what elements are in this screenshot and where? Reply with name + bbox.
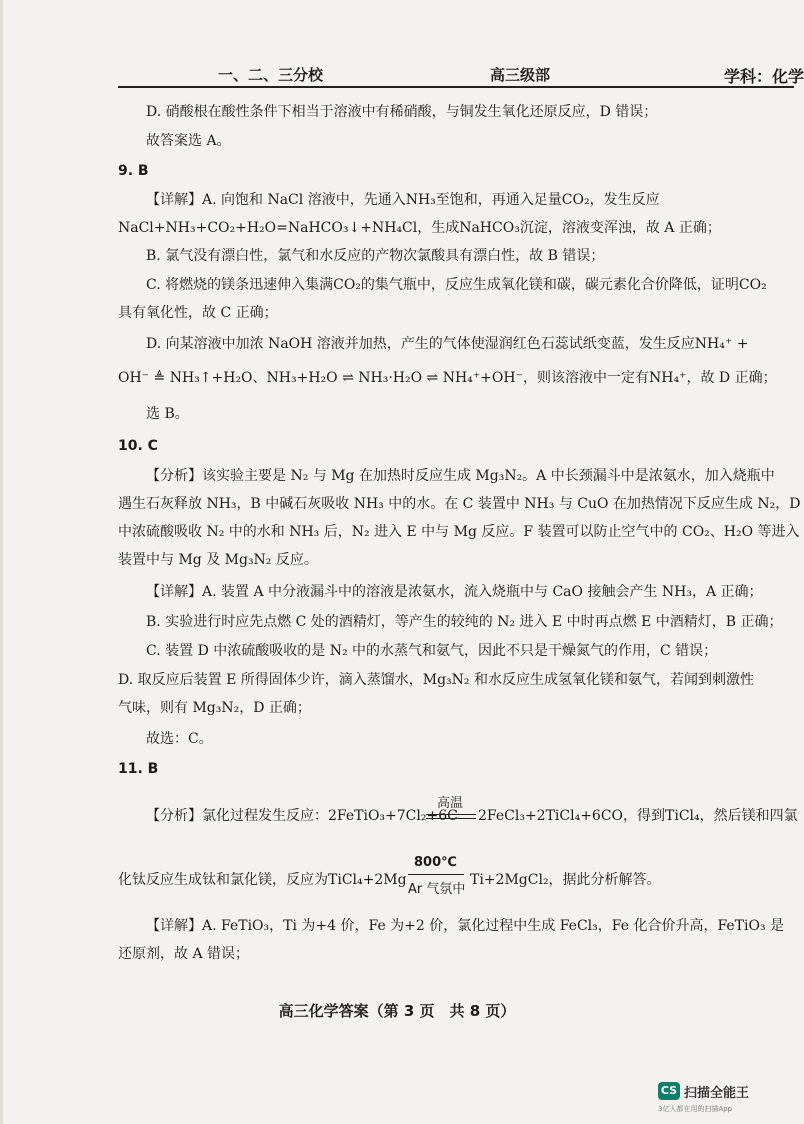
reaction-arrow bbox=[426, 814, 476, 815]
text-line: B. 氯气没有漂白性，氯气和水反应的产物次氯酸具有漂白性，故 B 错误； bbox=[146, 248, 605, 264]
text-line: 【详解】A. 向饱和 NaCl 溶液中，先通入NH₃至饱和，再通入足量CO₂，发生反应 bbox=[146, 192, 660, 208]
text-line: C. 将燃烧的镁条迅速伸入集满CO₂的集气瓶中，反应生成氧化镁和碳，碳元素化合价降低，证明CO₂ bbox=[146, 277, 767, 293]
text-line: 中浓硫酸吸收 N₂ 中的水和 NH₃ 后，N₂ 进入 E 中与 Mg 反应。F 装置可以防止空气中的 CO₂、H₂O 等进入 bbox=[118, 524, 800, 540]
text-line: OH⁻ ≜ NH₃↑+H₂O、NH₃+H₂O ⇌ NH₃·H₂O ⇌ NH₄⁺+OH⁻，则该溶液中一定有NH₄⁺，故 D 正确； bbox=[118, 370, 777, 386]
text-line: 【详解】A. 装置 A 中分液漏斗中的溶液是浓氨水，流入烧瓶中与 CaO 接触会产生 NH₃，A 正确； bbox=[146, 584, 763, 600]
scan-edge bbox=[0, 0, 3, 1124]
text-line: 【分析】氯化过程发生反应：2FeTiO₃+7Cl₂+6C bbox=[146, 808, 458, 824]
text-line: 装置中与 Mg 及 Mg₃N₂ 反应。 bbox=[118, 552, 318, 568]
watermark-subtitle: 3亿人都在用的扫描App bbox=[658, 1105, 733, 1113]
header-left: 一、二、三分校 bbox=[218, 66, 324, 84]
text-line: 2FeCl₃+2TiCl₄+6CO，得到TiCl₄，然后镁和四氯 bbox=[478, 808, 798, 824]
text-line: 故答案选 A。 bbox=[146, 133, 231, 149]
text-line: 具有氧化性，故 C 正确； bbox=[118, 305, 278, 321]
text-line: D. 取反应后装置 E 所得固体少许，滴入蒸馏水，Mg₃N₂ 和水反应生成氢氧化镁和氨气，若闻到刺激性 bbox=[118, 672, 754, 688]
reaction-atmosphere: Ar 气氛中 bbox=[408, 882, 466, 897]
header-right: 学科：化学 bbox=[724, 67, 804, 86]
question-number: 11. B bbox=[118, 761, 159, 777]
text-line: 遇生石灰释放 NH₃，B 中碱石灰吸收 NH₃ 中的水。在 C 装置中 NH₃ 与 CuO 在加热情况下反应生成 N₂，D bbox=[118, 496, 801, 512]
page-footer: 高三化学答案（第 3 页 共 8 页） bbox=[278, 1002, 516, 1020]
reaction-arrow bbox=[426, 818, 476, 819]
watermark-title: 扫描全能王 bbox=[684, 1086, 750, 1101]
text-line: 还原剂，故 A 错误； bbox=[118, 946, 250, 962]
reaction-temperature: 800℃ bbox=[414, 855, 457, 870]
header-center: 高三级部 bbox=[490, 66, 551, 84]
reaction-arrow bbox=[408, 874, 464, 875]
text-line: D. 向某溶液中加浓 NaOH 溶液并加热，产生的气体使湿润红色石蕊试纸变蓝，发生反应NH₄⁺ + bbox=[146, 336, 749, 352]
scanner-watermark bbox=[658, 1080, 778, 1116]
reaction-condition: 高温 bbox=[437, 796, 464, 811]
text-line: 【分析】该实验主要是 N₂ 与 Mg 在加热时反应生成 Mg₃N₂。A 中长颈漏斗中是浓氨水，加入烧瓶中 bbox=[146, 468, 775, 484]
text-line: 故选：C。 bbox=[146, 731, 213, 747]
text-line: NaCl+NH₃+CO₂+H₂O=NaHCO₃↓+NH₄Cl，生成NaHCO₃沉淀，溶液变浑浊，故 A 正确； bbox=[118, 220, 721, 236]
page-header bbox=[118, 60, 804, 88]
text-line: 化钛反应生成钛和氯化镁，反应为TiCl₄+2Mg bbox=[118, 872, 407, 888]
question-number: 10. C bbox=[118, 438, 158, 454]
question-number: 9. B bbox=[118, 163, 149, 179]
text-line: D. 硝酸根在酸性条件下相当于溶液中有稀硝酸，与铜发生氧化还原反应，D 错误； bbox=[146, 104, 658, 120]
text-line: 选 B。 bbox=[146, 406, 189, 422]
text-line: 气味，则有 Mg₃N₂，D 正确； bbox=[118, 700, 311, 716]
text-line: Ti+2MgCl₂，据此分析解答。 bbox=[470, 872, 661, 888]
text-line: B. 实验进行时应先点燃 C 处的酒精灯，等产生的较纯的 N₂ 进入 E 中时再点燃 E 中酒精灯，B 正确； bbox=[146, 614, 783, 630]
scanner-logo-icon: CS bbox=[658, 1082, 680, 1100]
text-line: 【详解】A. FeTiO₃，Ti 为+4 价，Fe 为+2 价，氯化过程中生成 FeCl₃，Fe 化合价升高，FeTiO₃ 是 bbox=[146, 918, 785, 934]
text-line: C. 装置 D 中浓硫酸吸收的是 N₂ 中的水蒸气和氨气，因此不只是干燥氮气的作用，C 错误； bbox=[146, 643, 718, 659]
